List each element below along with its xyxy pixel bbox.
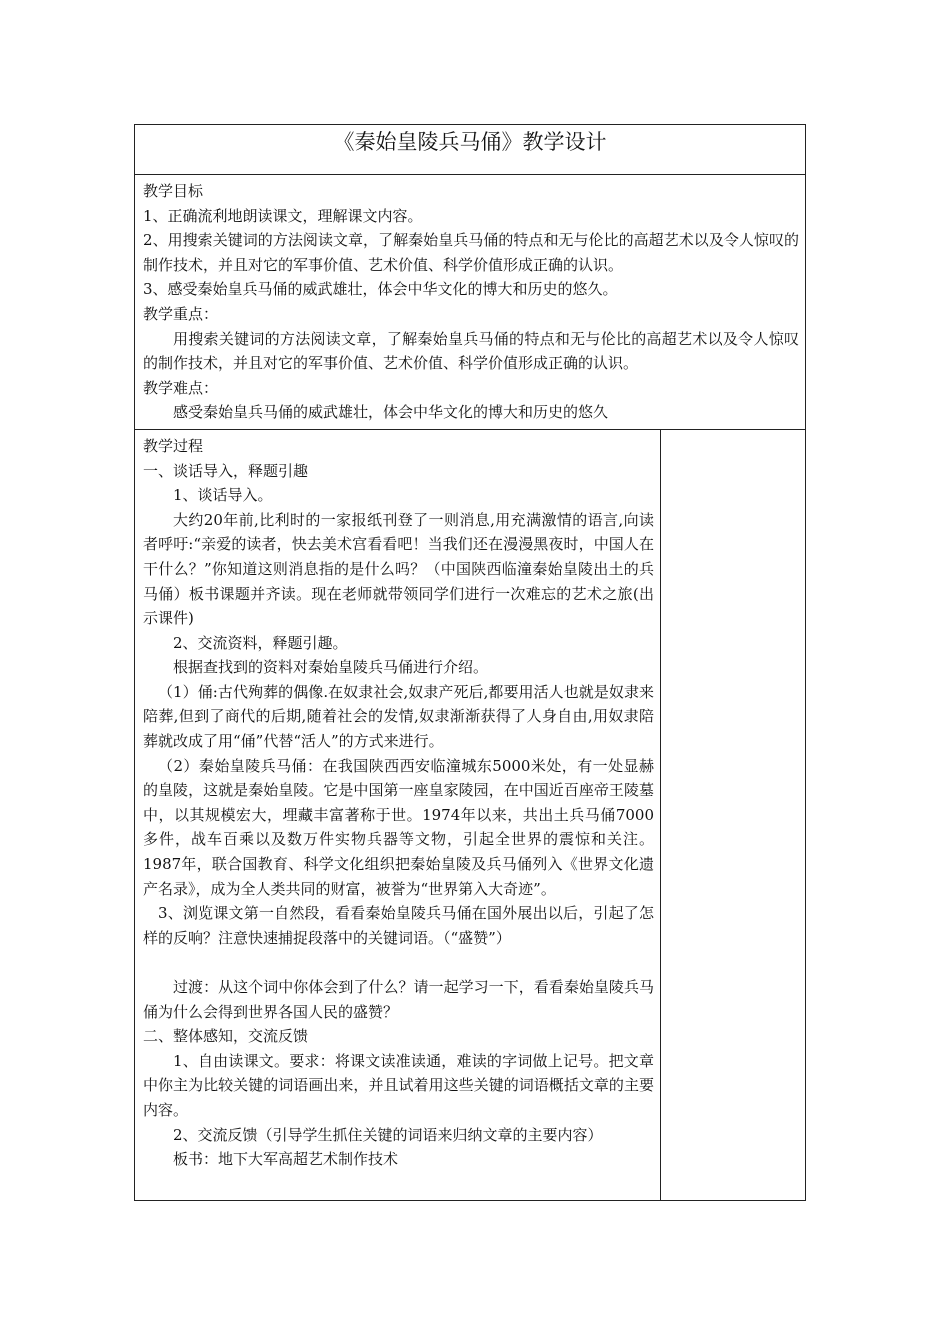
blank-line bbox=[143, 950, 654, 975]
title-row bbox=[135, 125, 806, 175]
goal-item-2: 2、用搜索关键词的方法阅读文章，了解秦始皇兵马俑的特点和无与伦比的高超艺术以及令人惊叹的制作技术，并且对它的军事价值、艺术价值、科学价值形成正确的认识。 bbox=[143, 231, 799, 274]
goals-heading: 教学目标 bbox=[143, 182, 204, 200]
lesson-plan-table bbox=[134, 124, 806, 1201]
transition-text: 过渡：从这个词中你体会到了什么？请一起学习一下，看看秦始皇陵兵马俑为什么会得到世界各国人民的盛赞？ bbox=[143, 978, 654, 1021]
process-heading: 教学过程 bbox=[143, 436, 204, 455]
goal-item-3: 3、感受秦始皇兵马俑的威武雄壮，体会中华文化的博大和历史的悠久。 bbox=[143, 280, 618, 299]
key-points-heading: 教学重点： bbox=[143, 304, 219, 323]
materials-intro: 根据查找到的资料对秦始皇陵兵马俑进行介绍。 bbox=[173, 658, 489, 677]
process-row bbox=[135, 429, 806, 1200]
teaching-process-cell bbox=[135, 429, 661, 1200]
key-points-text: 用搜索关键词的方法阅读文章，了解秦始皇兵马俑的特点和无与伦比的高超艺术以及令人惊叹的制作技术，并且对它的军事价值、艺术价值、科学价值形成正确的认识。 bbox=[143, 329, 799, 373]
section-2-heading: 二、整体感知，交流反馈 bbox=[143, 1027, 309, 1046]
note-yong: （1）俑:古代殉葬的偶像.在奴隶社会,奴隶产死后,都要用活人也就是奴隶来陪葬,但到了商代的后期,随着社会的发情,奴隶渐渐获得了人身自由,用奴隶陪葬就改成了用“俑”代替“活人”的方式来进行。 bbox=[143, 682, 654, 751]
blackboard-text: 板书：地下大军高超艺术制作技术 bbox=[173, 1150, 399, 1169]
step-1-3: 3、浏览课文第一自然段，看看秦始皇陵兵马俑在国外展出以后，引起了怎样的反响？注意快速捕捉段落中的关键词语。（“盛赞”） bbox=[143, 904, 654, 947]
difficulties-text: 感受秦始皇兵马俑的威武雄壮，体会中华文化的博大和历史的悠久 bbox=[173, 403, 609, 422]
goals-row bbox=[135, 175, 806, 430]
step-1-2: 2、交流资料，释题引趣。 bbox=[173, 633, 348, 652]
step-2-2: 2、交流反馈（引导学生抓住关键的词语来归纳文章的主要内容） bbox=[173, 1125, 603, 1144]
notes-column-cell bbox=[661, 429, 806, 1200]
teaching-goals-cell bbox=[135, 175, 806, 430]
note-terracotta: （2）秦始皇陵兵马俑：在我国陕西西安临潼城东5000米处，有一处显赫的皇陵，这就是秦始皇陵。它是中国第一座皇家陵园，在中国近百座帝王陵墓中，以其规模宏大，埋藏丰富著称于世。1974年以来，共出土兵马俑7000多件，战车百乘以及数万件实物兵器等文物，引起全世界的震惊和关注。1987年，联合国教育、科学文化组织把秦始皇陵及兵马俑列入《世界文化遗产名录》，成为全人类共同的财富，被誉为“世界第入大奇迹”。 bbox=[143, 756, 654, 898]
section-1-heading: 一、谈话导入，释题引趣 bbox=[143, 461, 309, 480]
intro-paragraph: 大约20年前,比利时的一家报纸刊登了一则消息,用充满激情的语言,向读者呼吁:“亲爱的读者，快去美术宫看看吧！当我们还在漫漫黑夜时，中国人在干什么？”你知道这则消息指的是什么吗？（中国陕西临潼秦始皇陵出土的兵马俑）板书课题并齐读。现在老师就带领同学们进行一次难忘的艺术之旅(出示课件) bbox=[143, 510, 654, 628]
difficulties-heading: 教学难点： bbox=[143, 378, 219, 397]
step-1-1: 1、谈话导入。 bbox=[173, 486, 273, 505]
document-title: 《秦始皇陵兵马俑》教学设计 bbox=[135, 125, 806, 175]
goal-item-1: 1、正确流利地朗读课文，理解课文内容。 bbox=[143, 206, 423, 225]
step-2-1: 1、自由读课文。要求：将课文读准读通，难读的字词做上记号。把文章中你主为比较关键的词语画出来，并且试着用这些关键的词语概括文章的主要内容。 bbox=[143, 1051, 654, 1119]
